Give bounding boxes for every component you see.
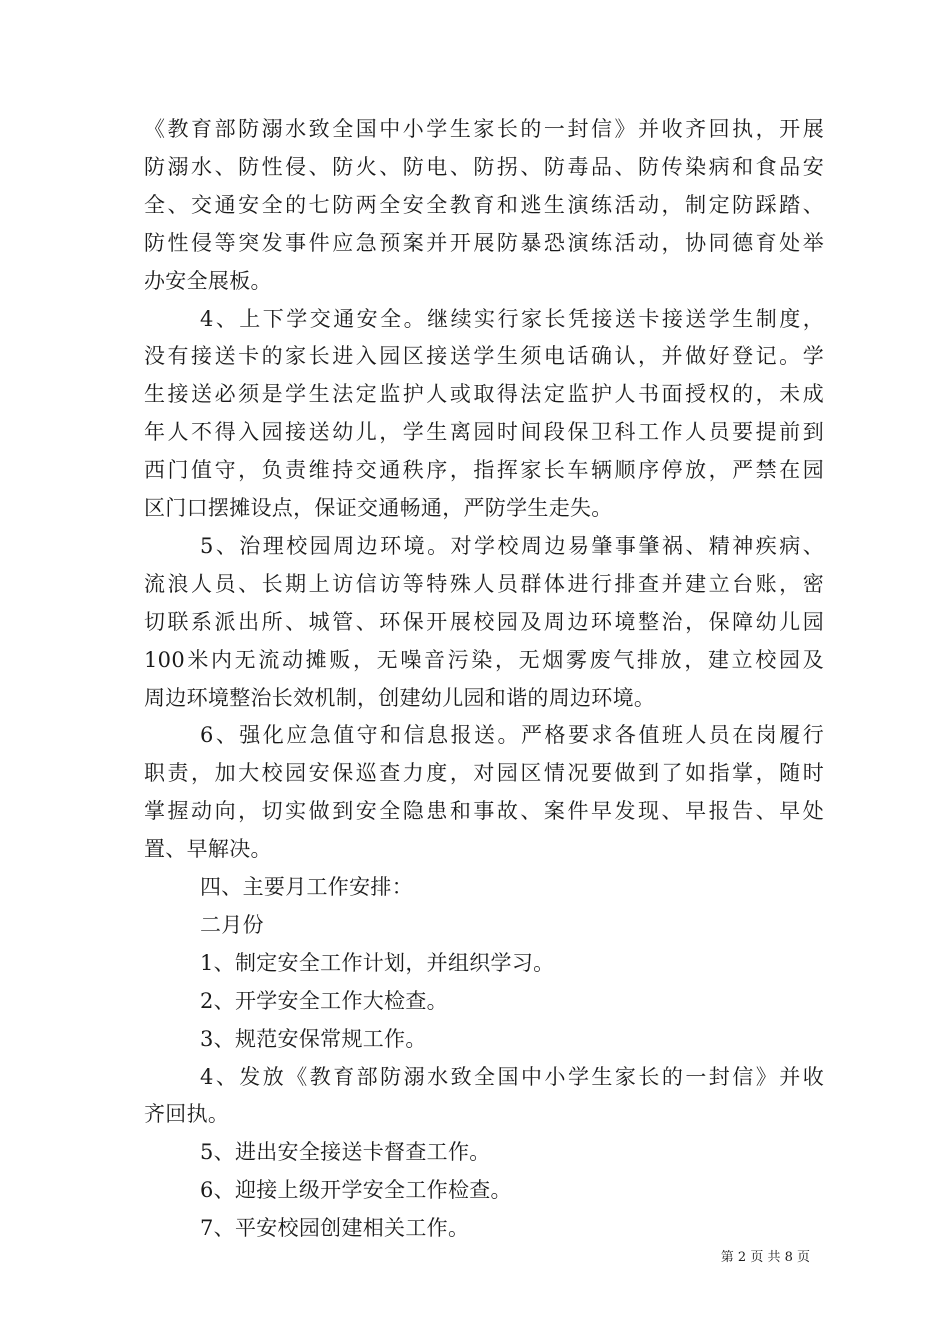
text-line: 职责，加大校园安保巡查力度，对园区情况要做到了如指掌，随时 (144, 761, 824, 785)
text-line: 没有接送卡的家长进入园区接送学生须电话确认，并做好登记。学 (144, 344, 824, 368)
list-item: 2、开学安全工作大检查。 (200, 989, 448, 1013)
text-line: 防溺水、防性侵、防火、防电、防拐、防毒品、防传染病和食品安 (144, 155, 824, 179)
text-line: 置、早解决。 (144, 837, 272, 861)
text-line: 西门值守，负责维持交通秩序，指挥家长车辆顺序停放，严禁在园 (144, 458, 824, 482)
month-heading: 二月份 (200, 913, 264, 937)
text-line: 切联系派出所、城管、环保开展校园及周边环境整治，保障幼儿园 (144, 610, 824, 634)
list-item: 1、制定安全工作计划，并组织学习。 (200, 951, 555, 975)
text-line: 区门口摆摊设点，保证交通畅通，严防学生走失。 (144, 496, 613, 520)
page-number-footer: 第 2 页 共 8 页 (720, 1250, 810, 1265)
section-heading: 四、主要月工作安排： (200, 875, 413, 899)
list-item-continuation: 齐回执。 (144, 1102, 230, 1126)
list-item: 6、迎接上级开学安全工作检查。 (200, 1178, 512, 1202)
paragraph-start-line: 6、强化应急值守和信息报送。严格要求各值班人员在岗履行 (200, 723, 824, 747)
paragraph-start-line: 5、治理校园周边环境。对学校周边易肇事肇祸、精神疾病、 (200, 534, 824, 558)
text-line: 防性侵等突发事件应急预案并开展防暴恐演练活动，协同德育处举 (144, 231, 824, 255)
list-item: 7、平安校园创建相关工作。 (200, 1216, 470, 1240)
paragraph-start-line: 4、上下学交通安全。继续实行家长凭接送卡接送学生制度， (200, 307, 824, 331)
text-line: 办安全展板。 (144, 269, 272, 293)
text-line: 生接送必须是学生法定监护人或取得法定监护人书面授权的，未成 (144, 382, 824, 406)
text-line: 流浪人员、长期上访信访等特殊人员群体进行排查并建立台账，密 (144, 572, 824, 596)
text-line: 掌握动向，切实做到安全隐患和事故、案件早发现、早报告、早处 (144, 799, 824, 823)
list-item: 4、发放《教育部防溺水致全国中小学生家长的一封信》并收 (200, 1065, 824, 1089)
list-item: 3、规范安保常规工作。 (200, 1027, 427, 1051)
text-line: 100米内无流动摊贩，无噪音污染，无烟雾废气排放，建立校园及 (144, 648, 824, 672)
text-line: 《教育部防溺水致全国中小学生家长的一封信》并收齐回执，开展 (144, 117, 824, 141)
text-line: 全、交通安全的七防两全安全教育和逃生演练活动，制定防踩踏、 (144, 193, 824, 217)
list-item: 5、进出安全接送卡督查工作。 (200, 1140, 491, 1164)
text-line: 周边环境整治长效机制，创建幼儿园和谐的周边环境。 (144, 686, 656, 710)
text-line: 年人不得入园接送幼儿，学生离园时间段保卫科工作人员要提前到 (144, 420, 824, 444)
